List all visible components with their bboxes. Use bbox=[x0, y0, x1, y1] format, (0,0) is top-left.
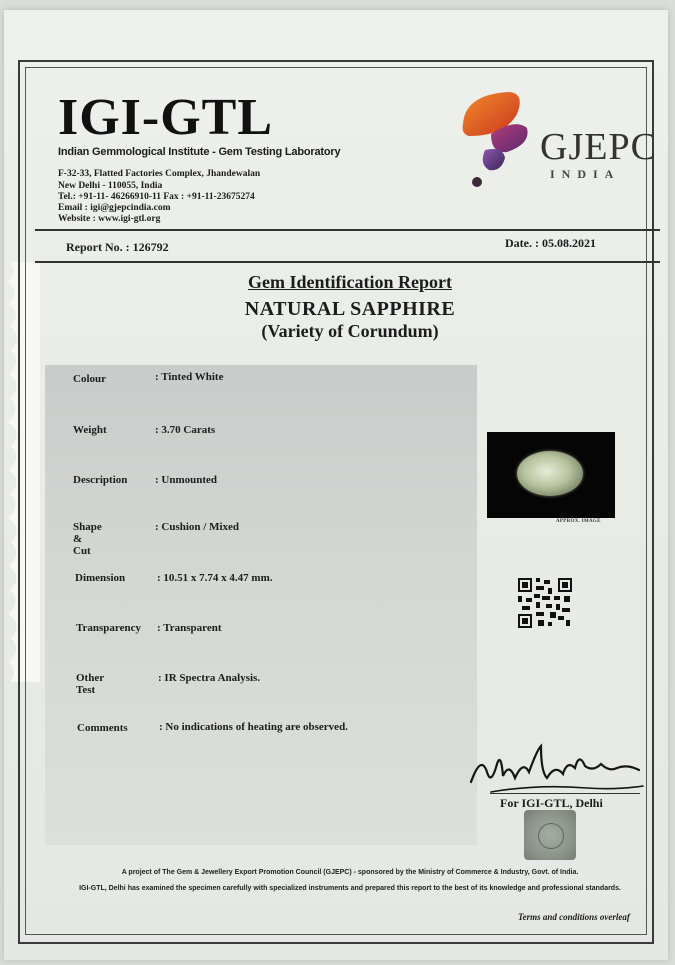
report-date: Date. : 05.08.2021 bbox=[505, 236, 596, 250]
detail-label: Other Test bbox=[76, 672, 104, 696]
email: Email : igi@gjepcindia.com bbox=[58, 203, 171, 213]
address-line-2: New Delhi - 110055, India bbox=[58, 181, 163, 191]
detail-value: : IR Spectra Analysis. bbox=[158, 672, 261, 684]
detail-value: : No indications of heating are observed. bbox=[159, 721, 348, 733]
website: Website : www.igi-gtl.org bbox=[58, 214, 161, 224]
detail-value: : 10.51 x 7.74 x 4.47 mm. bbox=[157, 572, 273, 584]
header-divider bbox=[35, 229, 660, 231]
hologram-seal-icon bbox=[524, 810, 576, 860]
gem-photo bbox=[487, 432, 615, 518]
detail-value: : 3.70 Carats bbox=[155, 424, 216, 436]
detail-label: Shape & Cut bbox=[73, 521, 102, 557]
gem-variety: (Variety of Corundum) bbox=[261, 321, 439, 341]
detail-label: Weight bbox=[73, 424, 107, 436]
footer-disclaimer-line: IGI-GTL, Delhi has examined the specimen carefully with specialized instruments and prepared this report to the best of its knowledge and professional standards. bbox=[79, 885, 621, 892]
detail-label: Colour bbox=[73, 373, 106, 385]
gem-name: NATURAL SAPPHIRE bbox=[244, 298, 456, 320]
detail-label: Dimension bbox=[75, 572, 126, 584]
hologram-ring bbox=[538, 823, 564, 849]
gjepc-country: INDIA bbox=[550, 167, 621, 181]
meta-divider bbox=[35, 261, 660, 263]
signature-line bbox=[490, 793, 640, 794]
detail-label: Comments bbox=[77, 722, 128, 734]
report-title: Gem Identification Report bbox=[248, 272, 452, 292]
detail-value: : Transparent bbox=[157, 622, 222, 634]
phone-fax: Tel.: +91-11- 46266910-11 Fax : +91-11-23675274 bbox=[58, 192, 255, 202]
detail-value: : Cushion / Mixed bbox=[155, 521, 240, 533]
detail-label: Transparency bbox=[76, 622, 141, 634]
gjepc-logo-text: GJEPC bbox=[540, 126, 657, 168]
details-panel-background bbox=[45, 365, 477, 845]
footer-project-line: A project of The Gem & Jewellery Export Promotion Council (GJEPC) - sponsored by the Ministry of Commerce & Industry, Govt. of India. bbox=[121, 869, 579, 876]
report-number: Report No. : 126792 bbox=[66, 240, 169, 254]
gem-stone-image bbox=[517, 451, 583, 496]
signed-for: For IGI-GTL, Delhi bbox=[500, 796, 603, 810]
address-line-1: F-32-33, Flatted Factories Complex, Jhandewalan bbox=[58, 169, 261, 179]
igi-gtl-logo: IGI-GTL bbox=[58, 89, 274, 146]
image-caption: APPROX. IMAGE bbox=[556, 519, 601, 524]
detail-label: Description bbox=[73, 474, 128, 486]
detail-value: : Unmounted bbox=[155, 474, 218, 486]
terms-link[interactable]: Terms and conditions overleaf bbox=[518, 912, 630, 922]
detail-value: : Tinted White bbox=[155, 371, 224, 383]
qr-code-icon[interactable] bbox=[518, 578, 572, 628]
institute-name: Indian Gemmological Institute - Gem Testing Laboratory bbox=[58, 146, 341, 158]
